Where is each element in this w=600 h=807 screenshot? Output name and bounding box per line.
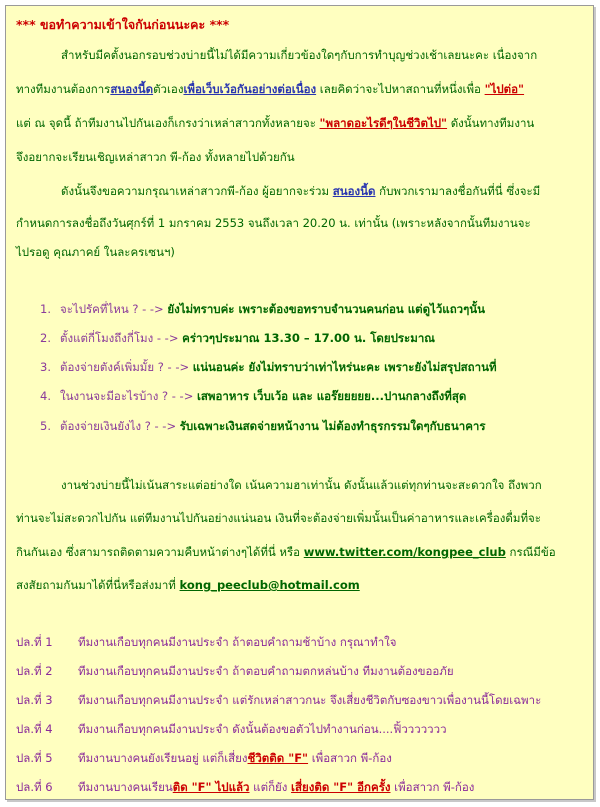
faq-answer: คร่าวๆประมาณ 13.30 – 17.00 น. โดยประมาณ	[182, 331, 435, 345]
faq-number: 5.	[40, 419, 51, 433]
notice-title: *** ขอทำความเข้าใจกันก่อนนะคะ ***	[16, 17, 230, 32]
ps-highlight: เสี่ยงติด "F" อีกครั้ง	[291, 780, 391, 794]
ps-label: ปล.ที่ 6	[16, 780, 53, 794]
faq-item	[40, 418, 486, 434]
ps-label: ปล.ที่ 4	[16, 722, 53, 736]
intro-text: ดังนั้นจึงขอความกรุณาเหล่าสาวกพี-ก้อง ผู้อยากจะร่วม	[61, 184, 333, 198]
faq-number: 4.	[40, 389, 51, 403]
ps-highlight: ชีวิตติด "F"	[247, 751, 309, 765]
intro-line-5	[61, 183, 540, 199]
highlight-snong-need: สนองนี้ด	[332, 184, 376, 198]
closing-text: กินกันเอง ซึ่งสามารถติดตามความคืบหน้าต่างๆได้ที่นี่ หรือ	[16, 545, 304, 559]
twitter-link[interactable]: www.twitter.com/kongpee_club	[303, 545, 506, 559]
intro-text: ทางทีมงานต้องการ	[16, 82, 111, 96]
ps-label: ปล.ที่ 3	[16, 693, 53, 707]
closing-line-1: งานช่วงบ่ายนี้ไม่เน้นสาระแต่อย่างใด เน้นความฮาเท่านั้น ดังนั้นแล้วแต่ทุกท่านจะสะดวกใจ ถึงพวก	[61, 478, 542, 492]
ps-text: ทีมงานบางคนยังเรียนอยู่ แต่ก็เสี่ยง	[78, 751, 248, 765]
ps-text: ทีมงานเกือบทุกคนมีงานประจำ ถ้าตอบคำถามช้าบ้าง กรุณาทำใจ	[78, 635, 397, 649]
intro-line-6: กำหนดการลงชื่อถึงวันศุกร์ที่ 1 มกราคม 2553 จนถึงเวลา 20.20 น. เท่านั้น (เพราะหลังจากนั้นทีมงานจะ	[16, 216, 531, 230]
faq-item	[40, 388, 466, 404]
intro-line-3	[16, 115, 534, 131]
highlight-pai-tor: "ไปต่อ"	[484, 82, 525, 96]
faq-answer: ยังไม่ทราบค่ะ เพราะต้องขอทราบจำนวนคนก่อน แต่ดูไว้แถวๆนั้น	[167, 302, 486, 316]
ps-text: ทีมงานเกือบทุกคนมีงานประจำ ดังนั้นต้องขอตัวไปทำงานก่อน....ฟิ้ววววววว	[78, 722, 447, 736]
intro-line-7: ไปรอดู คุณภาคย์ ในละครเซนฯ)	[16, 245, 175, 259]
ps-note	[16, 634, 397, 650]
closing-line-4	[16, 577, 360, 593]
ps-label: ปล.ที่ 5	[16, 751, 53, 765]
ps-text: ทีมงานบางคนเรียน	[78, 780, 173, 794]
announcement-panel	[5, 5, 594, 800]
intro-line-2	[16, 81, 524, 97]
ps-note	[16, 721, 447, 737]
intro-text: ดังนั้นทางทีมงาน	[447, 116, 535, 130]
faq-number: 2.	[40, 331, 51, 345]
closing-text: สงสัยถามกันมาได้ที่นี่หรือส่งมาที่	[16, 578, 180, 592]
faq-question: ต้องจ่ายเงินยังไง ? - ->	[60, 419, 180, 433]
faq-item	[40, 359, 497, 375]
faq-question: จะไปรัคที่ไหน ? - ->	[60, 302, 168, 316]
closing-text: กรณีมีข้อ	[505, 545, 556, 559]
ps-note	[16, 692, 541, 708]
ps-note	[16, 750, 392, 766]
ps-label: ปล.ที่ 2	[16, 664, 53, 678]
faq-number: 1.	[40, 302, 51, 316]
faq-question: ในงานจะมีอะไรบ้าง ? - ->	[60, 389, 197, 403]
faq-number: 3.	[40, 360, 51, 374]
faq-question: ต้องจ่ายตังค์เพิ่มมั้ย ? - ->	[60, 360, 193, 374]
ps-highlight: ติด "F" ไปแล้ว	[172, 780, 250, 794]
ps-text: เพื่อสาวก พี-ก้อง	[308, 751, 392, 765]
intro-text: แต่ ณ จุดนี้ ถ้าทีมงานไปกันเองก็เกรงว่าเหล่าสาวกทั้งหลายจะ	[16, 116, 320, 130]
ps-text: แต่ก็ยัง	[249, 780, 292, 794]
intro-line-1: สำหรับมีคตั้งนอกรอบช่วงบ่ายนี้ไม่ได้มีความเกี่ยวข้องใดๆกับการทำบุญช่วงเช้าเลยนะคะ เนื่องจาก	[61, 48, 538, 62]
faq-item	[40, 330, 435, 346]
ps-note	[16, 779, 474, 795]
ps-label: ปล.ที่ 1	[16, 635, 53, 649]
intro-text: กับพวกเรามาลงชื่อกันที่นี่ ซึ่งจะมี	[375, 184, 541, 198]
faq-answer: แน่นอนค่ะ ยังไม่ทราบว่าเท่าไหร่นะคะ เพราะยังไม่สรุปสถานที่	[192, 360, 497, 374]
highlight-snong-need: สนองนี้ด	[110, 82, 154, 96]
faq-question: ตั้งแต่กี่โมงถึงกี่โมง - ->	[60, 331, 183, 345]
faq-answer: รับเฉพาะเงินสดจ่ายหน้างาน ไม่ต้องทำธุรกรรมใดๆกับธนาคาร	[179, 419, 486, 433]
ps-note	[16, 663, 454, 679]
closing-line-2: ท่านจะไม่สะดวกไปกัน แต่ทีมงานไปกันอย่างแน่นอน เงินที่จะต้องจ่ายเพิ่มนั้นเป็นค่าอาหารและเครื่องดื่มที่จะ	[16, 511, 541, 525]
closing-line-3	[16, 544, 556, 560]
ps-text: เพื่อสาวก พี-ก้อง	[390, 780, 475, 794]
faq-item	[40, 301, 485, 317]
ps-text: ทีมงานเกือบทุกคนมีงานประจำ แต่รักเหล่าสาวกนะ จึงเสี่ยงชีวิตกับซองขาวเพื่องานนี้โดยเฉพาะ	[78, 693, 542, 707]
intro-text: ตัวเอง	[153, 82, 184, 96]
highlight-web-woe: เพื่อเว็บเว้อกันอย่างต่อเนื่อง	[183, 82, 317, 96]
highlight-miss-good-things: "พลาดอะไรดีๆในชีวิตไป"	[319, 116, 448, 130]
intro-text: เลยคิดว่าจะไปหาสถานที่หนึ่งเพื่อ	[316, 82, 485, 96]
intro-line-4: จึงอยากจะเรียนเชิญเหล่าสาวก พี-ก้อง ทั้งหลายไปด้วยกัน	[16, 150, 295, 164]
faq-answer: เสพอาหาร เว็บเว้อ และ แอร๊ยยยยย...ปานกลางถึงที่สุด	[196, 389, 467, 403]
email-link[interactable]: kong_peeclub@hotmail.com	[179, 578, 360, 592]
ps-text: ทีมงานเกือบทุกคนมีงานประจำ ถ้าตอบคำถามตกหล่นบ้าง ทีมงานต้องขออภัย	[78, 664, 454, 678]
